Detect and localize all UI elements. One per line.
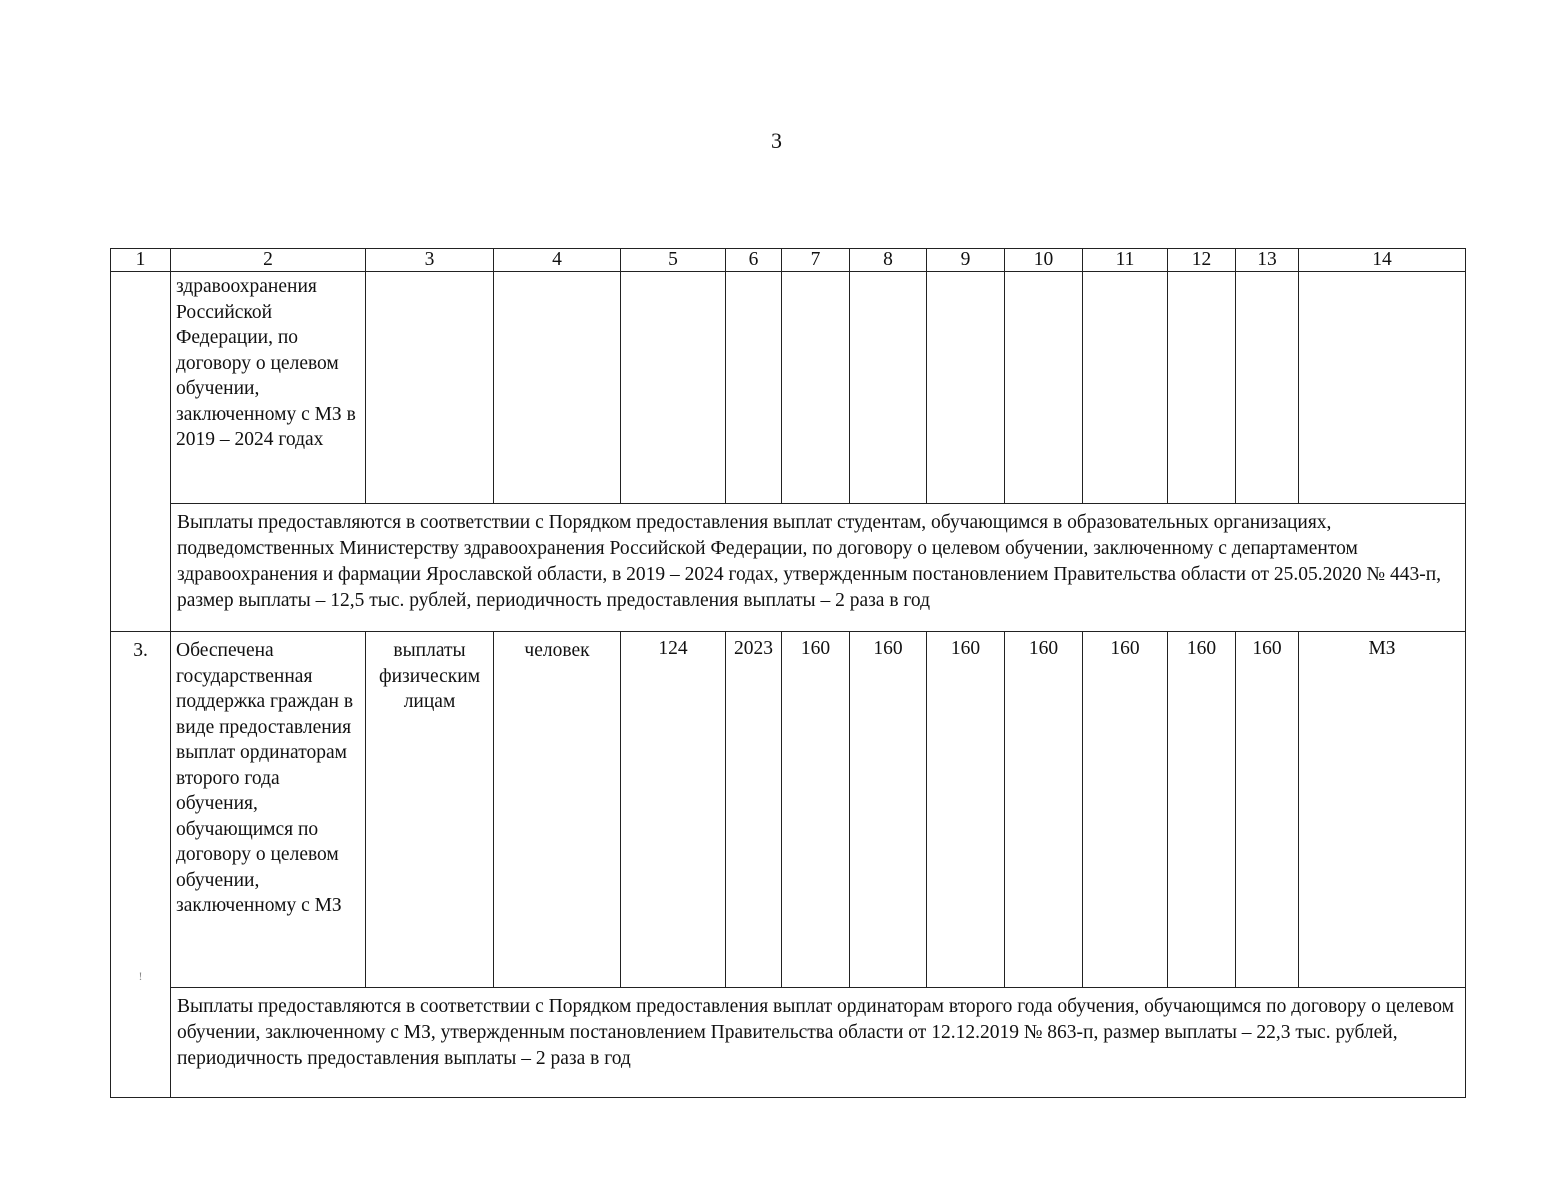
header-cell: 4: [494, 249, 621, 272]
header-cell: 14: [1299, 249, 1466, 272]
row-number: [111, 632, 171, 1098]
value-cell: 160: [782, 632, 850, 988]
value-cell: 160: [1236, 632, 1299, 988]
empty-cell: [850, 272, 927, 504]
header-cell: 12: [1168, 249, 1236, 272]
result-text-cell: здравоохранения Российской Федерации, по договору о целевом обучении, заключенному с МЗ в 2019 – 2024 годах: [171, 272, 366, 504]
type-cell: выплаты физическим лицам: [366, 632, 494, 988]
table-row-continued: [111, 272, 1466, 504]
base-year-cell: 2023: [726, 632, 782, 988]
value-cell: 160: [1168, 632, 1236, 988]
result-text-cell: Обеспечена государственная поддержка граждан в виде предоставления выплат ординаторам второго года обучения, обучающимся по договору о целевом обучении, заключенному с МЗ: [171, 632, 366, 988]
row-number-label: 3.: [133, 640, 148, 661]
value-cell: 160: [927, 632, 1005, 988]
table-header-row: [111, 249, 1466, 272]
table-row: [111, 632, 1466, 988]
header-cell: 6: [726, 249, 782, 272]
header-cell: 5: [621, 249, 726, 272]
empty-cell: [726, 272, 782, 504]
empty-cell: [1236, 272, 1299, 504]
note-text: Выплаты предоставляются в соответствии с Порядком предоставления выплат ординаторам второго года обучения, обучающимся по договору о целевом обучении, заключенному с МЗ, утвержденным постановлением Правительства области от 12.12.2019 № 863-п, размер выплаты – 22,3 тыс. рублей, периодичность предоставления выплаты – 2 раза в год: [171, 988, 1466, 1098]
header-cell: 13: [1236, 249, 1299, 272]
value-cell: 160: [850, 632, 927, 988]
header-cell: 9: [927, 249, 1005, 272]
empty-cell: [1168, 272, 1236, 504]
value-cell: 160: [1083, 632, 1168, 988]
empty-cell: [494, 272, 621, 504]
empty-cell: [1299, 272, 1466, 504]
row-number-cell: [111, 272, 171, 632]
page-number: 3: [771, 128, 782, 153]
unit-cell: человек: [494, 632, 621, 988]
header-cell: 2: [171, 249, 366, 272]
header-cell: 11: [1083, 249, 1168, 272]
header-cell: 3: [366, 249, 494, 272]
note-text: Выплаты предоставляются в соответствии с Порядком предоставления выплат студентам, обучающимся в образовательных организациях, подведомственных Министерству здравоохранения Российской Федерации, по договору о целевом обучении, заключенному с департаментом здравоохранения и фармации Ярославской области, в 2019 – 2024 годах, утвержденным постановлением Правительства области от 25.05.2020 № 443-п, размер выплаты – 12,5 тыс. рублей, периодичность предоставления выплаты – 2 раза в год: [171, 504, 1466, 632]
base-value-cell: 124: [621, 632, 726, 988]
value-cell: 160: [1005, 632, 1083, 988]
empty-cell: [782, 272, 850, 504]
header-cell: 8: [850, 249, 927, 272]
empty-cell: [1083, 272, 1168, 504]
responsible-cell: МЗ: [1299, 632, 1466, 988]
empty-cell: [927, 272, 1005, 504]
empty-cell: [366, 272, 494, 504]
header-cell: 7: [782, 249, 850, 272]
indicators-table: [110, 248, 1466, 1098]
empty-cell: [621, 272, 726, 504]
empty-cell: [1005, 272, 1083, 504]
table-note-row: [111, 504, 1466, 632]
note-marker: !: [138, 968, 143, 983]
header-cell: 1: [111, 249, 171, 272]
table-note-row: [111, 988, 1466, 1098]
header-cell: 10: [1005, 249, 1083, 272]
